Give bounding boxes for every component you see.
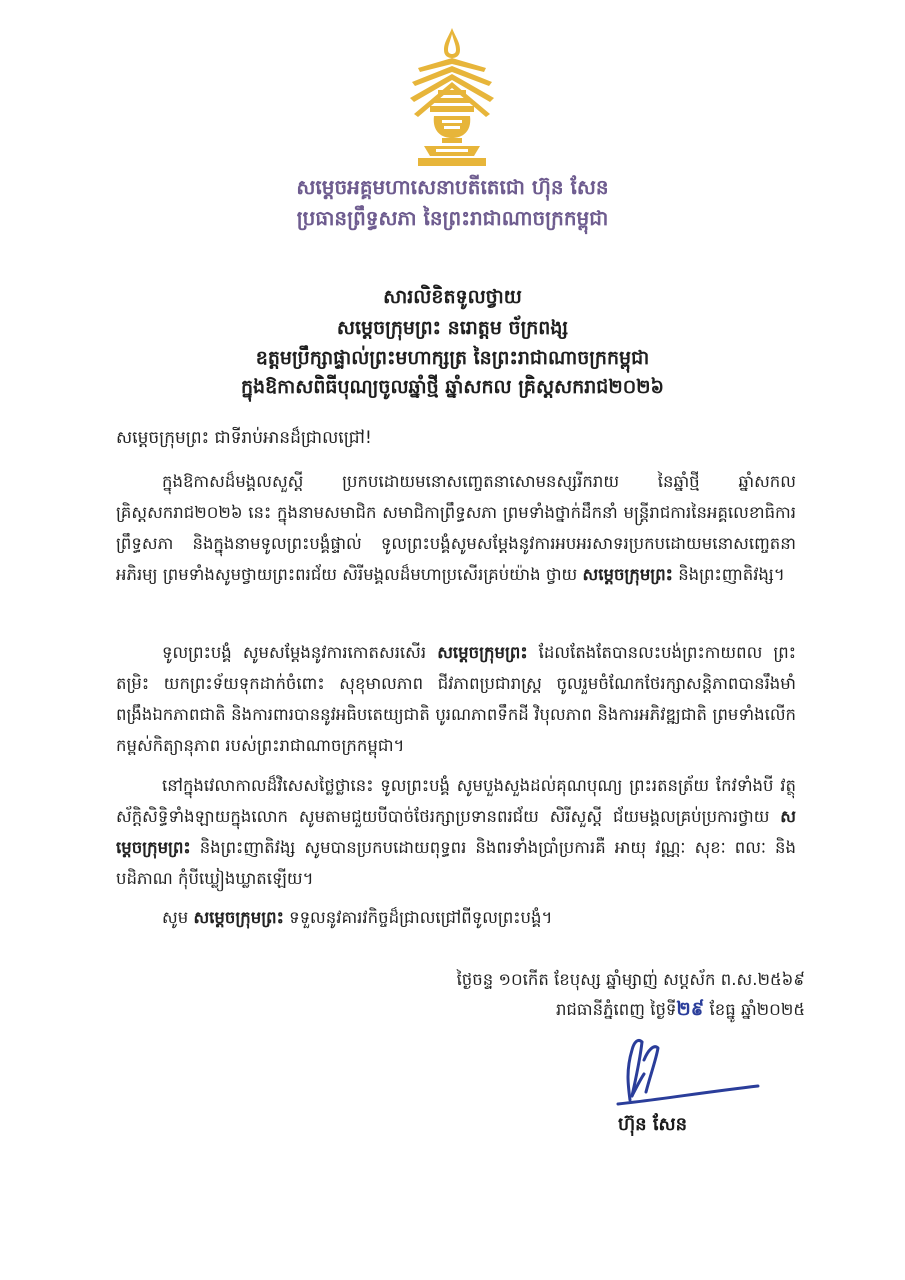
paragraph-3-bold: សម្តេចក្រុមព្រះ <box>116 807 796 857</box>
salutation: សម្តេចក្រុមព្រះ ជាទីរាប់អានដ៏ជ្រាលជ្រៅ! <box>116 428 372 448</box>
paragraph-1 <box>116 466 796 590</box>
signer-name: ហ៊ុន សែន <box>618 1114 688 1135</box>
handwritten-day: ២៩ <box>676 998 705 1020</box>
paragraph-1-end: និងព្រះញាតិវង្ស។ <box>678 565 785 584</box>
paragraph-1-text: ក្នុងឱកាសដ៏មង្គលសួស្តី ប្រកបដោយមនោសញ្ចេតនាសោមនស្សរីករាយ នៃឆ្នាំថ្មី ឆ្នាំសកល គ្រិស្តសករាជ២០២៦ នេះ ក្នុងនាមសមាជិក សមាជិកាព្រឹទ្ធសភា ព្រមទាំងថ្នាក់ដឹកនាំ មន្ត្រីរាជការនៃអគ្គលេខាធិការព្រឹទ្ធសភា និងក្នុងនាមទូលព្រះបង្គំផ្ទាល់ ទូលព្រះបង្គំសូមសម្តែងនូវការអបអរសាទរប្រកបដោយមនោសញ្ចេតនាអភិរម្យ ព្រមទាំងសូមថ្វាយព្រះពរជ័យ សិរីមង្គលដ៏មហាប្រសើរគ្រប់យ៉ាង ថ្វាយ <box>116 472 796 584</box>
letter-title-line-4: ក្នុងឱកាសពិធីបុណ្យចូលឆ្នាំថ្មី ឆ្នាំសកល គ្រិស្តសករាជ២០២៦ <box>240 376 664 398</box>
paragraph-4-rest: ទទួលនូវគារវកិច្ចដ៏ជ្រាលជ្រៅពីទូលព្រះបង្គំ។ <box>289 908 553 927</box>
letter-title-line-1: សារលិខិតទូលថ្វាយ <box>383 286 522 308</box>
sender-name: សម្តេចអគ្គមហាសេនាបតីតេជោ ហ៊ុន សែន <box>296 175 609 199</box>
place-date <box>410 994 805 1025</box>
paragraph-2-rest: ដែលតែងតែបានលះបង់ព្រះកាយពល ព្រះតម្រិះ យកព្រះទ័យទុកដាក់ចំពោះ សុខុមាលភាព ជីវភាពប្រជារាស្ត្រ ចូលរួមចំណែកថែរក្សាសន្តិភាពបានរឹងមាំ ពង្រឹងឯកភាពជាតិ និងការពារបាននូវអធិបតេយ្យជាតិ បូរណភាពទឹកដី វិបុលភាព និងការអភិវឌ្ឍជាតិ ព្រមទាំងលើកកម្ពស់កិត្យានុភាព របស់ព្រះរាជាណាចក្រកម្ពុជា។ <box>116 643 797 755</box>
sender-title: ប្រធានព្រឹទ្ធសភា នៃព្រះរាជាណាចក្រកម្ពុជា <box>296 206 609 230</box>
handwritten-signature-icon <box>596 1030 768 1110</box>
letter-title-line-2: សម្តេចក្រុមព្រះ នរោត្តម ច័ក្រពង្ស <box>336 317 569 339</box>
paragraph-4 <box>116 902 796 933</box>
paragraph-2-bold: សម្តេចក្រុមព្រះ <box>437 643 528 662</box>
paragraph-3-rest: និងព្រះញាតិវង្ស សូមបានប្រកបដោយពុទ្ធពរ និងពរទាំងប្រាំប្រការគឺ អាយុ វណ្ណៈ សុខៈ ពលៈ និងបដិភាណ កុំបីឃ្លៀងឃ្លាតឡើយ។ <box>116 838 796 888</box>
letter-title-line-3: ឧត្តមប្រឹក្សាផ្ទាល់ព្រះមហាក្សត្រ នៃព្រះរាជាណាចក្រកម្ពុជា <box>255 347 650 369</box>
paragraph-4-bold: សម្តេចក្រុមព្រះ <box>193 908 284 927</box>
paragraph-4-start: សូម <box>162 908 189 927</box>
paragraph-1-bold: សម្តេចក្រុមព្រះ <box>582 565 673 584</box>
paragraph-3-start: នៅក្នុងវេលាកាលដ៏វិសេសថ្លៃថ្លានេះ ទូលព្រះបង្គំ សូមបួងសួងដល់គុណបុណ្យ ព្រះរតនត្រ័យ កែវទាំងបី វត្ថុស័ក្តិសិទ្ធិទាំងឡាយក្នុងលោក សូមតាមជួយបីបាច់ថែរក្សាប្រទានពរជ័យ សិរីសួស្តី ជ័យមង្គលគ្រប់ប្រការថ្វាយ <box>116 776 796 826</box>
paragraph-3 <box>116 770 796 894</box>
lunar-date: ថ្ងៃចន្ទ ១០កើត ខែបុស្ស ឆ្នាំម្សាញ់ សប្តស័ក ព.ស.២៥៦៩ <box>456 970 805 989</box>
place-date-prefix: រាជធានីភ្នំពេញ ថ្ងៃទី <box>555 1000 677 1019</box>
senate-emblem-icon <box>408 28 496 170</box>
paragraph-2-start: ទូលព្រះបង្គំ សូមសម្តែងនូវការកោតសរសើរ <box>162 643 427 662</box>
place-date-suffix: ខែធ្នូ ឆ្នាំ២០២៥ <box>709 1000 805 1019</box>
paragraph-2 <box>116 637 796 761</box>
